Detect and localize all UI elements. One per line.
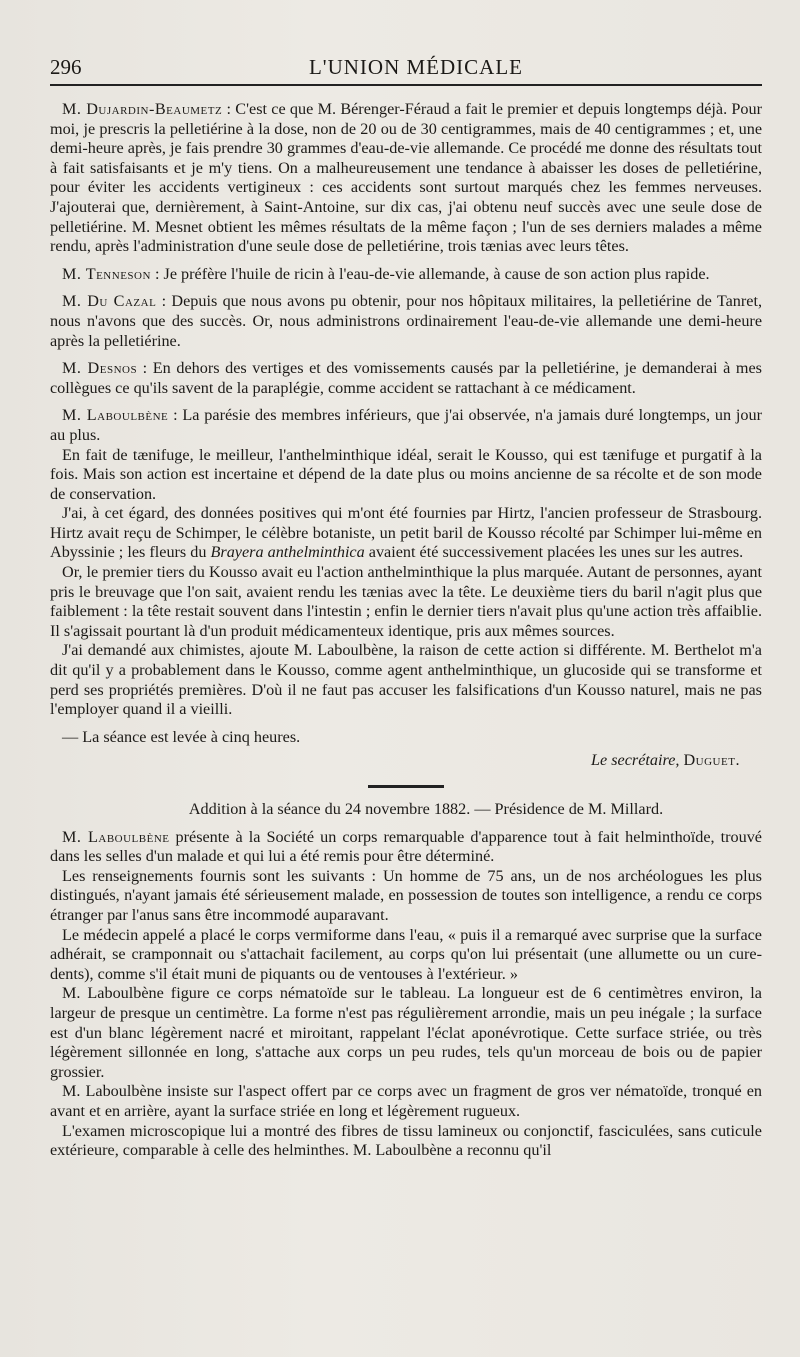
paragraph-text: : En dehors des vertiges et des vomissements causés par la pelletiérine, je demanderai à mes collègues ce qu'ils savent de la paraplégie, comme accident se rattachant à ce médicament. xyxy=(50,359,762,397)
paragraph-chimistes: J'ai demandé aux chimistes, ajoute M. Laboulbène, la raison de cette action si différente. M. Berthelot m'a dit qu'il y a probablement dans le Kousso, comme agent anthelminthique, un glucoside qui se transforme et perd ses propriétés premières. D'où il ne faut pas accuser les falsifications d'un Kousso naturel, mais ne pas l'employer quand il a vieilli. xyxy=(50,641,762,719)
section-divider xyxy=(368,785,444,788)
header-rule xyxy=(50,84,762,86)
paragraph-text: avaient été successivement placées les unes sur les autres. xyxy=(364,543,744,562)
paragraph-text: J'ai, à cet égard, des données positives qui m'ont été fournies par Hirtz, l'ancien professeur de Strasbourg. Hirtz avait reçu de Schimper, le célèbre botaniste, un petit baril de Kousso récolté par Schimper lui-même en Abyssinie ; les fleurs du xyxy=(50,504,762,562)
speaker-name: M. Du Cazal xyxy=(62,292,157,311)
article-body xyxy=(50,100,762,1161)
paragraph-text: : Depuis que nous avons pu obtenir, pour nos hôpitaux militaires, la pelletiérine de Tanret, nous n'avons que des succès. Or, nous administrons ordinairement l'eau-de-vie allemande une demi-heure après la pelletiérine. xyxy=(50,292,762,350)
paragraph-figure: M. Laboulbène figure ce corps nématoïde sur le tableau. La longueur est de 6 centimètres environ, la largeur de presque un centimètre. La forme n'est pas régulièrement arrondie, mais un peu inégale ; la surface est d'un blanc légèrement nacré et miroitant, rappelant l'éclat aponévrotique. Cette surface striée, ou très légèrement sillonnée en long, s'attache aux corps un peu rudes, tels qu'un morceau de bois ou de papier grossier. xyxy=(50,984,762,1081)
page-number: 296 xyxy=(50,55,82,79)
paragraph-laboulbene xyxy=(50,406,762,445)
paragraph-text: : La parésie des membres inférieurs, que j'ai observée, n'a jamais duré longtemps, un jour au plus. xyxy=(50,406,762,444)
paragraph-text: présente à la Société un corps remarquable d'apparence tout à fait helminthoïde, trouvé dans les selles d'un malade et qui lui a été remis pour être déterminé. xyxy=(50,827,762,866)
running-title: L'UNION MÉDICALE xyxy=(308,55,523,79)
addition-heading: Addition à la séance du 24 novembre 1882. — Présidence de M. Millard. xyxy=(188,800,664,818)
paragraph-medecin: Le médecin appelé a placé le corps vermiforme dans l'eau, « puis il a remarqué avec surprise que la surface adhérait, se cramponnait ou s'attachait facilement, au corps qu'on lui présentait (une allumette ou un cure-dents), comme s'il était muni de piquants ou de ventouses à l'extérieur. » xyxy=(50,925,762,983)
paragraph-aspect: M. Laboulbène insiste sur l'aspect offert par ce corps avec un fragment de gros ver nématoïde, tronqué en avant et en arrière, ayant la surface striée en long et légèrement rugueux. xyxy=(50,1082,762,1120)
paragraph-du-cazal xyxy=(50,292,762,351)
paragraph-text: : Je préfère l'huile de ricin à l'eau-de-vie allemande, à cause de son action plus rapide. xyxy=(150,264,710,283)
speaker-name: M. Tenneson xyxy=(62,264,151,283)
paragraph-desnos xyxy=(50,359,762,398)
paragraph-microscope: L'examen microscopique lui a montré des fibres de tissu lamineux ou conjonctif, fasciculées, sans cuticule extérieure, comparable à celle des helminthes. M. Laboulbène a reconnu qu'il xyxy=(50,1121,762,1160)
paragraph-dujardin xyxy=(50,100,762,257)
paragraph-tiers: Or, le premier tiers du Kousso avait eu l'action anthelminthique la plus marquée. Autant de personnes, ayant pris le breuvage que l'on sait, avaient rendu les tænias avec la tête. Le deuxième tiers du baril n'agit plus que faiblement : la tête restait souvent dans l'intestin ; enfin le dernier tiers n'avait plus qu'une action très affaiblie. Il s'agissait pourtant là d'un produit médicamenteux identique, pris aux mêmes sources. xyxy=(50,563,762,640)
signature-role: Le secrétaire, xyxy=(591,751,680,770)
paragraph-renseignements: Les renseignements fournis sont les suivants : Un homme de 75 ans, un de nos archéologues les plus distingués, n'ayant jamais été sérieusement malade, en possession de toutes son intelligence, a rendu ce corps étranger par l'anus sans être incommodé auparavant. xyxy=(50,866,762,924)
closing-line: — La séance est levée à cinq heures. xyxy=(62,727,301,746)
speaker-name: M. Desnos xyxy=(62,359,138,378)
page-header xyxy=(50,44,762,80)
speaker-name: M. Laboulbène xyxy=(62,406,169,425)
paragraph-text: : C'est ce que M. Bérenger-Féraud a fait le premier et depuis longtemps déjà. Pour moi, je prescris la pelletiérine à la dose, non de 20 ou de 30 centigrammes, mais de 40 centigrammes ; et, une demi-heure après, je fais prendre 30 grammes d'eau-de-vie allemande. Ce procédé me donne des résultats tout à fait satisfaisants et je m'y tiens. On a malheureusement une tendance à abaisser les doses de pelletiérine, pour éviter les accidents vertigineux : ces accidents sont surtout marqués chez les femmes nerveuses. J'ajouterai que, dernièrement, à Saint-Antoine, sur dix cas, j'ai obtenu neuf succès avec une seule dose de pelletiérine. M. Mesnet obtient les mêmes résultats de la même façon ; l'un de ses derniers malades a même rendu, après l'administration d'une seule dose de pelletiérine, trois tænias avec leurs têtes. xyxy=(50,100,763,256)
speaker-name: M. Laboulbène xyxy=(62,827,170,846)
speaker-name: M. Dujardin-Beaumetz xyxy=(62,100,223,118)
signature xyxy=(50,751,762,771)
paragraph-tenneson xyxy=(50,265,762,285)
signature-name: Duguet. xyxy=(683,751,740,770)
paragraph-kousso: En fait de tænifuge, le meilleur, l'anthelminthique idéal, serait le Kousso, qui est tænifuge et purgatif à la fois. Mais son action est incertaine et dépend de la date plus ou moins ancienne de sa récolte et de son mode de conservation. xyxy=(50,445,762,503)
paragraph-hirtz xyxy=(50,504,762,563)
species-name: Brayera anthelminthica xyxy=(210,543,365,562)
paragraph-addition-intro xyxy=(50,828,762,867)
